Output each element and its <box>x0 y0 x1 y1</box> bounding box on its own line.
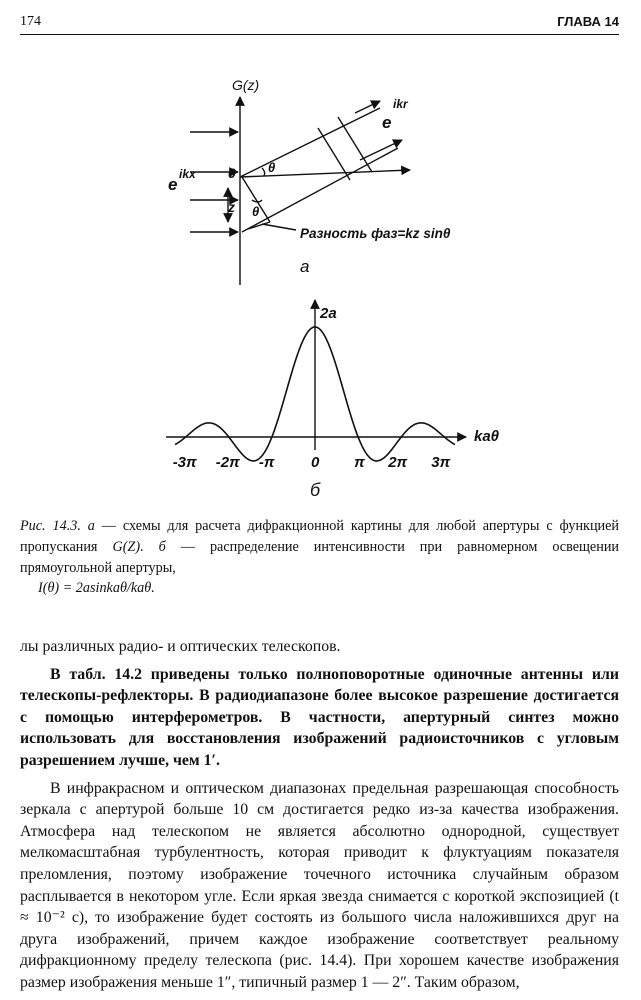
outgoing-wave-base: e <box>382 113 392 132</box>
theta-arc-top <box>262 168 265 176</box>
diffracted-ray-top <box>240 108 380 177</box>
paragraph-1: лы различных радио- и оптических телескопов. <box>20 638 341 655</box>
phase-pointer <box>262 224 296 230</box>
diffracted-ray-bottom <box>242 148 398 232</box>
caption-formula: I(θ) = 2asinkaθ/kaθ. <box>38 580 155 596</box>
tick-label: -π <box>258 454 275 471</box>
caption-b-label: б <box>158 539 166 555</box>
incident-wave-exponent: ikx <box>179 167 196 181</box>
peak-label: 2a <box>320 305 337 322</box>
panel-a-label: а <box>300 257 310 276</box>
paragraph-2: В табл. 14.2 приведены только полноповоротные одиночные антенны или телескопы-рефлекторы. В радиодиапазоне более высокое разрешение достигается с помощью интерферометров. В частности, апертурный синтез можно использовать для восстановления изображений радиоисточников с угловым разрешением лучше, чем 1′. <box>20 665 619 769</box>
outgoing-wave-exponent: ikr <box>393 97 408 111</box>
caption-figure-ref: Рис. 14.3. <box>20 518 81 534</box>
wavefront <box>318 128 350 180</box>
caption-text-a: — схемы для расчета дифракционной картины для любой апертуры с функцией пропускания <box>20 518 620 555</box>
caption-gz: G(Z) <box>112 539 141 555</box>
outgoing-ray <box>355 101 380 113</box>
body-text <box>20 636 619 994</box>
tick-label: 3π <box>431 454 451 471</box>
origin-label: 0 <box>228 165 236 181</box>
phase-difference-label: Разность фаз=kz sinθ <box>300 226 451 241</box>
figure-a-labels <box>168 77 451 276</box>
tick-labels <box>173 454 451 471</box>
caption-text-b: — распределение интенсивности при равномерном освещении прямоугольной апертуры, <box>20 539 620 576</box>
page-number: 174 <box>20 14 41 29</box>
incident-wave-base: e <box>168 175 178 194</box>
figure-caption: Рис. 14.3. а — схемы для расчета дифракционной картины для любой апертуры с функцией пропускания G(Z). б — распределение интенсивности при равномерном освещении прямоугольной апертуры, <box>20 518 620 576</box>
figure-b-chart <box>166 300 466 471</box>
theta-bottom-label: θ <box>252 204 260 219</box>
tick-label: -2π <box>215 454 240 471</box>
z-label: z <box>228 199 235 215</box>
panel-b-label: б <box>310 480 321 500</box>
tick-label: 2π <box>388 454 408 471</box>
x-axis-label: kaθ <box>474 428 500 445</box>
g-of-z-label: G(z) <box>232 77 260 93</box>
chapter-title: ГЛАВА 14 <box>557 14 619 29</box>
forward-direction <box>240 170 410 177</box>
caption-a-label: а <box>87 518 95 534</box>
tick-label: -3π <box>172 454 197 471</box>
tick-label: 0 <box>311 454 320 471</box>
tick-label: π <box>354 454 365 471</box>
theta-top-label: θ <box>268 160 276 175</box>
paragraph-3: В инфракрасном и оптическом диапазонах предельная разрешающая способность зеркала с апертурой больше 10 см достигается редко из-за качества изображения. Атмосфера над телескопом не является абсолютно однородной, существует мелкомасштабная турбулентность, которая приводит к флуктуациям показателя преломления, поэтому изображение точечного источника случайным образом расплывается в некотором угле. Если яркая звезда снимается с короткой экспозицией (t ≈ 10⁻² с), то изображение будет состоять из большого числа наложившихся друг на друга изображений, причем каждое изображение соответствует реальному дифракционному пределу телескопа (рис. 14.4). При хорошем качестве изображения размер изображения меньше 1″, типичный размер 1 — 2″. Таким образом, <box>20 779 619 991</box>
wavefront <box>338 117 372 172</box>
